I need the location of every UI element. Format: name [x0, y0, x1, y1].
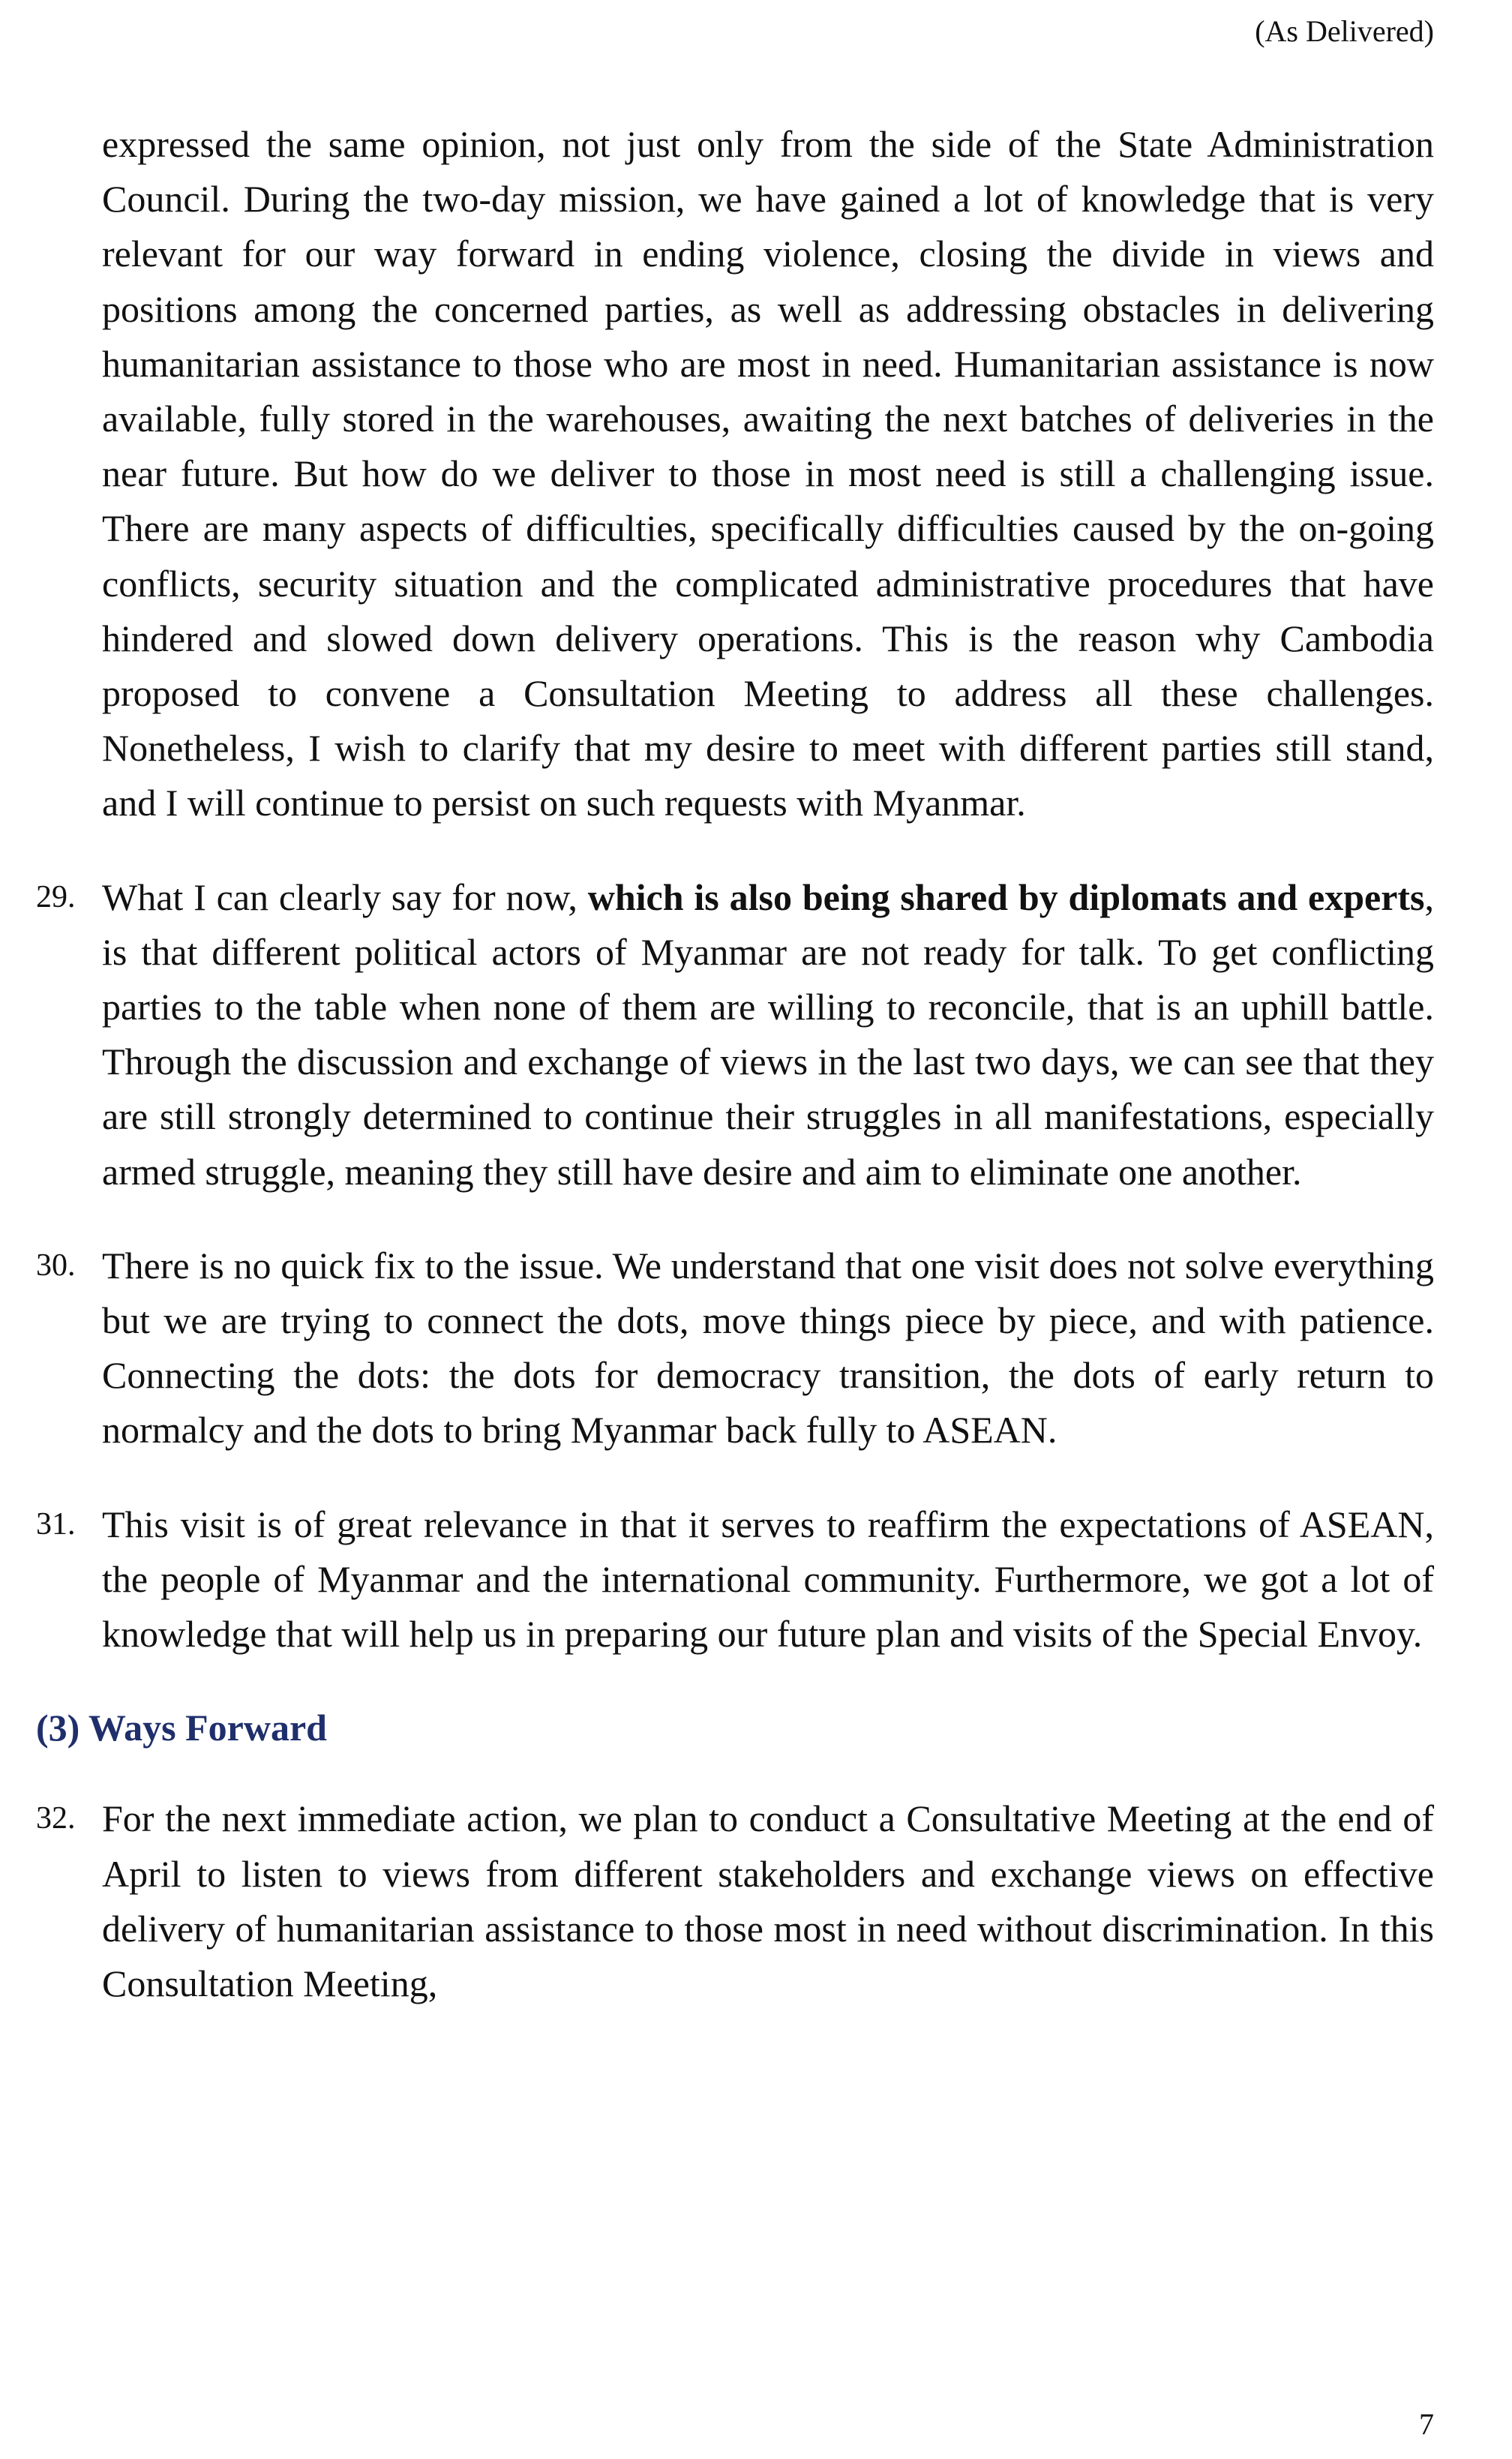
page-number: 7 — [1419, 2407, 1434, 2441]
paragraph-30 — [36, 1239, 1434, 1458]
paragraph-number: 30. — [36, 1248, 76, 1283]
paragraph-text-part: What I can clearly say for now, — [102, 875, 588, 918]
paragraph-32 — [36, 1791, 1434, 2011]
paragraph-text-part: , is that different political actors of Myanmar are not ready for talk. To get conflicting parties to the table when none of them are willing to reconcile, that is an uphill battle. Through the discussion and exchange of views in the last two days, we can see that they are still strongly determined to continue their struggles in all manifestations, especially armed struggle, meaning they still have desire and aim to eliminate one another. — [102, 875, 1434, 1193]
paragraph-28-continued: expressed the same opinion, not just only from the side of the State Administration Council. During the two-day mission, we have gained a lot of knowledge that is very relevant for our way forward in ending violence, closing the divide in views and positions among the concerned parties, as well as addressing obstacles in delivering humanitarian assistance to those who are most in need. Humanitarian assistance is now available, fully stored in the warehouses, awaiting the next batches of deliveries in the near future. But how do we deliver to those in most need is still a challenging issue. There are many aspects of difficulties, specifically difficulties caused by the on-going conflicts, security situation and the complicated administrative procedures that have hindered and slowed down delivery operations. This is the reason why Cambodia proposed to convene a Consultation Meeting to address all these challenges. Nonetheless, I wish to clarify that my desire to meet with different parties still stand, and I will continue to persist on such requests with Myanmar. — [102, 123, 1434, 824]
bold-phrase: which is also being shared by diplomats and experts — [587, 875, 1425, 918]
paragraph-number: 29. — [36, 879, 76, 914]
document-body — [36, 117, 1434, 2050]
paragraph-31 — [36, 1497, 1434, 1662]
paragraph-29 — [36, 870, 1434, 1199]
paragraph-number: 32. — [36, 1801, 76, 1836]
header-note: (As Delivered) — [1255, 14, 1434, 48]
section-heading: (3) Ways Forward — [36, 1707, 327, 1749]
paragraph-text: There is no quick fix to the issue. We understand that one visit does not solve everything but we are trying to connect the dots, move things piece by piece, and with patience. Connecting the dots: the dots for democracy transition, the dots of early return to normalcy and the dots to bring Myanmar back fully to ASEAN. — [102, 1244, 1434, 1452]
paragraph-number: 31. — [36, 1506, 76, 1542]
paragraph-text — [102, 870, 1434, 1199]
paragraph-text: This visit is of great relevance in that it serves to reaffirm the expectations of ASEAN, the people of Myanmar and the international community. Furthermore, we got a lot of knowledge that will help us in preparing our future plan and visits of the Special Envoy. — [102, 1503, 1434, 1656]
paragraph-text: For the next immediate action, we plan to conduct a Consultative Meeting at the end of April to listen to views from different stakeholders and exchange views on effective delivery of humanitarian assistance to those most in need without discrimination. In this Consultation Meeting, — [102, 1797, 1434, 2005]
